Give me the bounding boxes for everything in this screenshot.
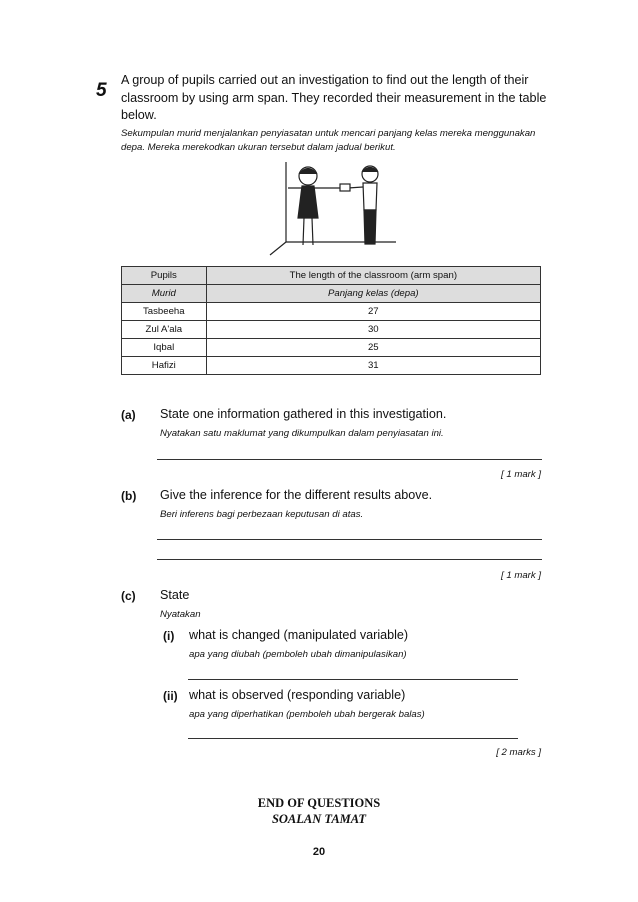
part-c-ii-label: (ii) [163,689,178,703]
answer-line-c-i[interactable] [188,679,518,680]
header-panjang-kelas: Panjang kelas (depa) [206,285,540,303]
header-murid: Murid [122,285,207,303]
part-b-question-malay: Beri inferens bagi perbezaan keputusan di atas. [160,509,364,520]
part-c-mark: [ 2 marks ] [496,747,541,758]
pupil-name: Iqbal [122,339,207,357]
part-c-question-malay: Nyatakan [160,609,201,620]
question-number: 5 [96,80,107,101]
answer-line-b1[interactable] [157,539,542,540]
answer-line-c-ii[interactable] [188,738,518,739]
part-a-question-malay: Nyatakan satu maklumat yang dikumpulkan dalam penyiasatan ini. [160,428,444,439]
end-of-questions [0,795,638,827]
part-a-mark: [ 1 mark ] [501,469,541,480]
question-stem-english: A group of pupils carried out an investigation to find out the length of their classroom by using arm span. They recorded their measurement in the table below. [121,73,547,122]
length-value: 30 [206,321,540,339]
length-value: 31 [206,357,540,375]
part-c-ii-question-malay: apa yang diperhatikan (pemboleh ubah bergerak balas) [189,709,425,720]
question-stem-malay: Sekumpulan murid menjalankan penyiasatan untuk mencari panjang kelas mereka menggunakan depa. Mereka merekodkan ukuran tersebut dalam jadual berikut. [121,128,536,153]
answer-line-a[interactable] [157,459,542,460]
pupil-name: Hafizi [122,357,207,375]
arm-span-illustration [268,160,398,256]
part-c-label: (c) [121,589,136,603]
length-value: 27 [206,303,540,321]
part-c-i-question: what is changed (manipulated variable) [189,628,409,642]
part-b-mark: [ 1 mark ] [501,570,541,581]
table-row [122,339,541,357]
end-of-questions-english: END OF QUESTIONS [257,796,381,810]
pupil-name: Tasbeeha [122,303,207,321]
part-b-label: (b) [121,489,137,503]
part-a-label: (a) [121,408,136,422]
part-c-i-question-malay: apa yang diubah (pemboleh ubah dimanipulasikan) [189,649,407,660]
header-length: The length of the classroom (arm span) [206,267,540,285]
part-c-i-label: (i) [163,629,175,643]
part-c-question: State [160,588,190,602]
page-number: 20 [312,846,326,858]
answer-line-b2[interactable] [157,559,542,560]
table-row [122,303,541,321]
part-b-question: Give the inference for the different results above. [160,488,433,502]
part-c-ii-question: what is observed (responding variable) [189,688,406,702]
end-of-questions-malay: SOALAN TAMAT [271,812,367,826]
table-row [122,321,541,339]
header-pupils: Pupils [122,267,207,285]
length-value: 25 [206,339,540,357]
measurement-table [121,266,541,375]
part-a-question: State one information gathered in this investigation. [160,407,447,421]
pupil-name: Zul A'ala [122,321,207,339]
table-row [122,357,541,375]
